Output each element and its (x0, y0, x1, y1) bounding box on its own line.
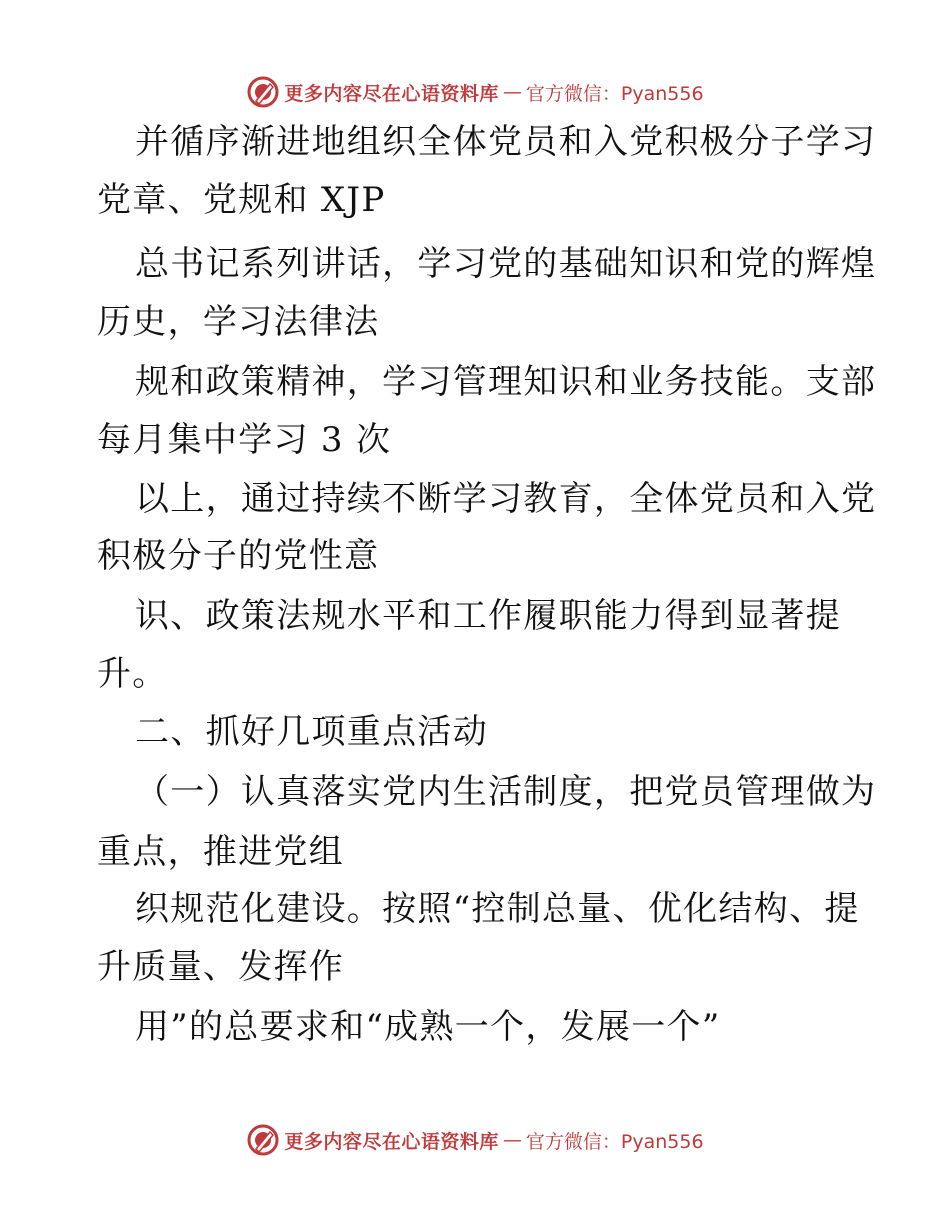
body-line: 历史，学习法律法 (97, 302, 380, 342)
banner-wechat-text: 官方微信：Pyan556 (525, 1130, 704, 1153)
banner-main-text: 更多内容尽在心语资料库 (284, 82, 499, 105)
body-line: 识、政策法规水平和工作履职能力得到显著提 (135, 596, 841, 636)
footer-watermark-banner (0, 1120, 950, 1160)
body-line: 并循序渐进地组织全体党员和入党积极分子学习 (135, 122, 877, 162)
body-line: 总书记系列讲话，学习党的基础知识和党的辉煌 (135, 244, 877, 284)
body-line: 织规范化建设。按照“控制总量、优化结构、提 (135, 889, 860, 929)
header-watermark-banner (0, 72, 950, 112)
banner-separator: — (502, 1129, 522, 1151)
body-line: 规和政策精神，学习管理知识和业务技能。支部 (135, 362, 877, 402)
body-line: 升质量、发挥作 (97, 947, 345, 987)
body-line: （一）认真落实党内生活制度，把党员管理做为 (135, 772, 877, 812)
body-line: 以上，通过持续不断学习教育，全体党员和入党 (135, 479, 877, 519)
body-line: 升。 (97, 654, 168, 694)
body-line: 用”的总要求和“成熟一个，发展一个” (135, 1007, 721, 1047)
section-heading: 二、抓好几项重点活动 (135, 712, 488, 752)
pen-logo-icon (246, 75, 280, 109)
body-line: 党章、党规和 XJP (97, 180, 386, 220)
banner-separator: — (502, 81, 522, 103)
banner-wechat-text: 官方微信：Pyan556 (525, 82, 704, 105)
pen-logo-icon (246, 1123, 280, 1157)
body-line: 每月集中学习 3 次 (97, 420, 392, 460)
body-line: 重点，推进党组 (97, 832, 345, 872)
banner-main-text: 更多内容尽在心语资料库 (284, 1130, 499, 1153)
body-line: 积极分子的党性意 (97, 536, 380, 576)
